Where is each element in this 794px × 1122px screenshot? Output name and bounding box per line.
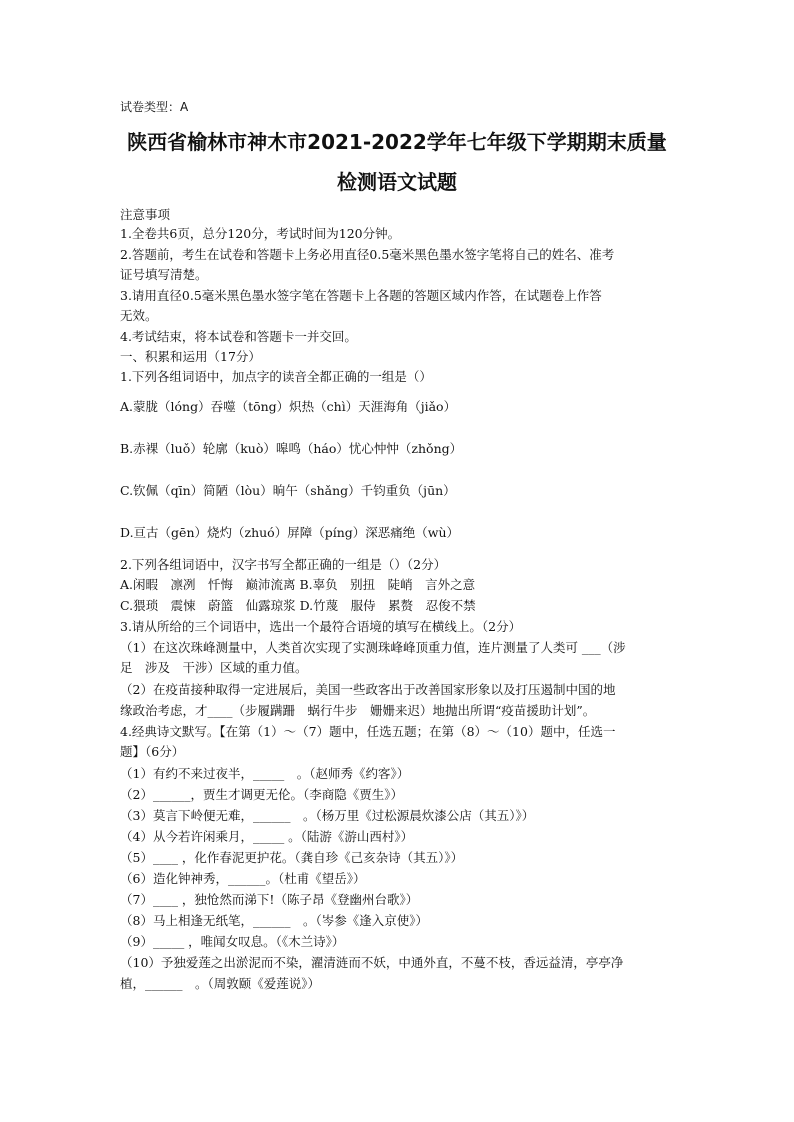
q4-line-9: （9）_____ ，唯闻女叹息。（《木兰诗》） [120, 934, 345, 949]
q4-line-2: （2）______，贾生才调更无伦。（李商隐《贾生》） [120, 787, 403, 802]
q4-line-8: （8）马上相逢无纸笔，______ 。（岑参《逢入京使》） [120, 913, 428, 928]
q4-line-1: （1）有约不来过夜半，_____ 。（赵师秀《约客》） [120, 766, 410, 781]
q4-line-7: （7）____ ，独怆然而涕下!（陈子昂《登幽州台歌》） [120, 892, 419, 907]
q1-option-a: A.蒙胧（lóng）吞噬（tōng）炽热（chì）天涯海角（jiǎo） [120, 399, 457, 414]
q1-option-c: C.钦佩（qīn）简陋（lòu）晌午（shǎng）千钧重负（jūn） [120, 483, 456, 498]
q4-stem-b: 题】（6分） [120, 744, 185, 759]
note-3b: 无效。 [120, 308, 158, 323]
q3-part2b: 缘政治考虑，才____（步履蹒跚 蜗行牛步 姗姗来迟）地抛出所谓“疫苗援助计划”。 [120, 703, 596, 718]
q4-line-5: （5）____ ，化作春泥更护花。（龚自珍《己亥杂诗（其五）》） [120, 850, 464, 865]
paper-type: 试卷类型：A [120, 100, 189, 114]
q3-part2a: （2）在疫苗接种取得一定进展后，美国一些政客出于改善国家形象以及打压遏制中国的地 [120, 682, 616, 697]
q2-options-ab: A.闲暇 凛冽 忏悔 巅沛流离 B.辜负 别扭 陡峭 言外之意 [120, 577, 476, 592]
q2-options-cd: C.猥琐 震悚 蔚篮 仙露琼浆 D.竹蔑 服侍 累赘 忍俊不禁 [120, 598, 476, 613]
q2-stem: 2.下列各组词语中，汉字书写全都正确的一组是（）（2分） [120, 557, 447, 572]
section-heading: 一、积累和运用（17分） [120, 349, 261, 364]
q1-stem: 1.下列各组词语中，加点字的读音全都正确的一组是（） [120, 369, 432, 384]
note-4: 4.考试结束，将本试卷和答题卡一并交回。 [120, 329, 357, 344]
q3-part1a: （1）在这次珠峰测量中，人类首次实现了实测珠峰峰顶重力值，连片测量了人类可 ___（涉 [120, 640, 626, 655]
notes-heading: 注意事项 [120, 207, 171, 222]
q4-stem-a: 4.经典诗文默写。【在第（1）～（7）题中，任选五题；在第（8）～（10）题中，任选一 [120, 724, 616, 739]
q1-option-d: D.亘古（gēn）烧灼（zhuó）屏障（píng）深恶痛绝（wù） [120, 525, 460, 540]
q3-stem: 3.请从所给的三个词语中，选出一个最符合语境的填写在横线上。（2分） [120, 619, 522, 634]
q4-line-6: （6）造化钟神秀，______。（杜甫《望岳》） [120, 871, 366, 886]
q1-option-b: B.赤裸（luǒ）轮廓（kuò）嗥鸣（háo）忧心忡忡（zhǒng） [120, 441, 463, 456]
note-3a: 3.请用直径0.5毫米黑色墨水签字笔在答题卡上各题的答题区域内作答，在试题卷上作答 [120, 288, 602, 303]
note-2b: 证号填写清楚。 [120, 267, 208, 282]
title-line-1: 陕西省榆林市神木市2021-2022学年七年级下学期期末质量 [127, 130, 667, 154]
q4-line-10b: 植，______ 。（周敦颐《爱莲说》） [120, 976, 321, 991]
q4-line-4: （4）从今若许闲乘月，_____ 。（陆游《游山西村》） [120, 829, 414, 844]
q4-line-3: （3）莫言下岭便无难，______ 。（杨万里《过松源晨炊漆公店（其五）》） [120, 808, 535, 823]
note-2a: 2.答题前，考生在试卷和答题卡上务必用直径0.5毫米黑色墨水签字笔将自己的姓名、准考 [120, 247, 615, 262]
note-1: 1.全卷共6页，总分120分，考试时间为120分钟。 [120, 226, 401, 241]
q4-line-10a: （10）予独爱莲之出淤泥而不染，濯清涟而不妖，中通外直，不蔓不枝，香远益清，亭亭净 [120, 955, 624, 970]
title-line-2: 检测语文试题 [337, 170, 457, 194]
q3-part1b: 足 涉及 干涉）区域的重力值。 [120, 660, 308, 675]
